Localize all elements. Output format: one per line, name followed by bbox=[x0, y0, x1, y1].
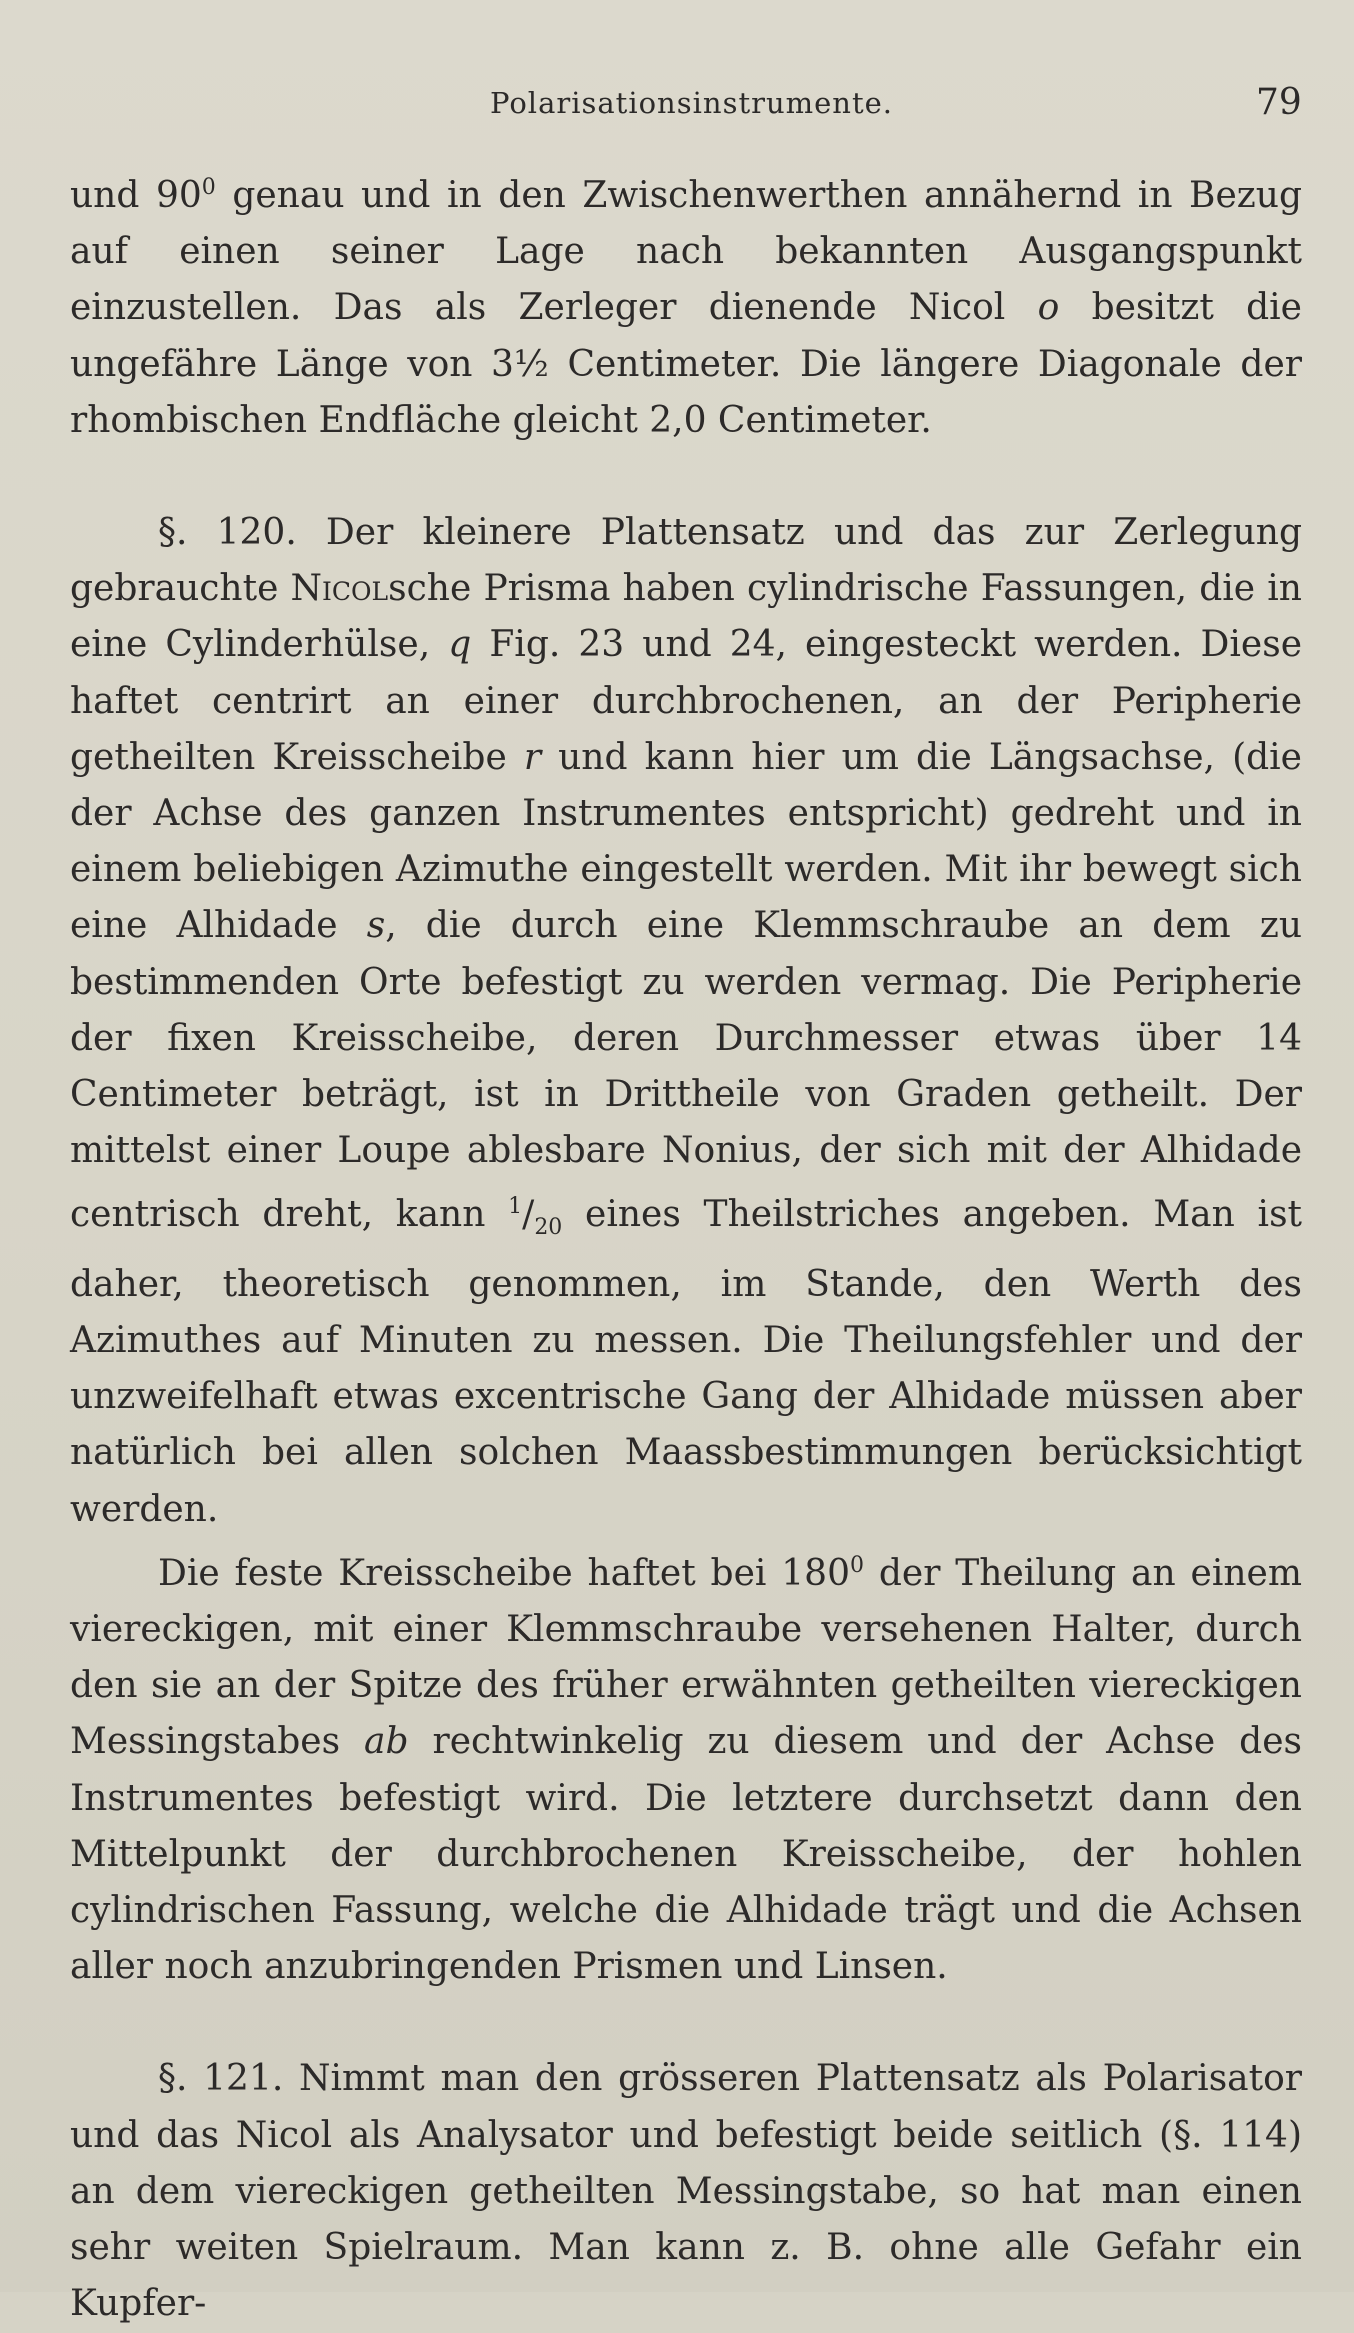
page-header bbox=[0, 82, 1354, 142]
paragraph-p0 bbox=[70, 160, 1302, 449]
text-run: besitzt die ungefähre Länge von 3½ Centimeter. Die längere Diagonale der rhombischen Endfläche gleicht 2,0 Centimeter. bbox=[70, 287, 1302, 441]
text-run: 0 bbox=[201, 175, 216, 200]
paragraph-p1 bbox=[70, 505, 1302, 1538]
body-text bbox=[70, 160, 1302, 2333]
paragraph-gap bbox=[70, 1995, 1302, 2051]
text-run: §. 121. Nimmt man den grösseren Plattensatz als Polarisator und das Nicol als Analysator und befestigt beide seitlich (§. 114) an dem viereckigen getheilten Messingstabe, so hat man einen sehr weiten Spielraum. Man kann z. B. ohne alle Gefahr ein Kupfer- bbox=[70, 2058, 1302, 2325]
text-run: eines Theilstriches angeben. Man ist daher, theoretisch genommen, im Stande, den Werth des Azimuthes auf Minuten zu messen. Die Theilungsfehler und der unzweifelhaft etwas excentrische Gang der Alhidade müssen aber natürlich bei allen solchen Maassbestimmungen berücksichtigt werden. bbox=[70, 1194, 1303, 1530]
paragraph-gap bbox=[70, 449, 1302, 505]
text-run: 1 bbox=[508, 1194, 523, 1220]
text-run: s bbox=[366, 905, 386, 947]
text-run: Die feste Kreisscheibe haftet bei 180 bbox=[158, 1552, 850, 1594]
text-run: sche Prisma haben cylindrische Fassungen, die in eine Cylinderhülse, bbox=[70, 568, 1302, 666]
text-run: Fig. 23 und 24, eingesteckt werden. Diese haftet centrirt an einer durchbrochenen, an der Peripherie getheilten Kreisscheibe bbox=[70, 624, 1302, 778]
running-title: Polarisationsinstrumente. bbox=[490, 86, 894, 120]
text-run: §. 120. Der kleinere Plattensatz und das zur Zerlegung gebrauchte bbox=[70, 512, 1302, 610]
text-run: rechtwinkelig zu diesem und der Achse des Instrumentes befestigt wird. Die letztere durchsetzt dann den Mittelpunkt der durchbrochenen Kreisscheibe, der hohlen cylindrischen Fassung, welche die Alhidade trägt und die Achsen aller noch anzubringenden Prismen und Linsen. bbox=[70, 1721, 1302, 1988]
page-number: 79 bbox=[1256, 82, 1302, 123]
text-run: q bbox=[448, 624, 472, 666]
paragraph-p2 bbox=[70, 1538, 1302, 1996]
text-run: 20 bbox=[534, 1215, 563, 1241]
text-run: und kann hier um die Längsachse, (die der Achse des ganzen Instrumentes entspricht) gedreht und in einem beliebigen Azimuthe eingestellt werden. Mit ihr bewegt sich eine Alhidade bbox=[70, 736, 1302, 947]
text-run: ab bbox=[364, 1721, 409, 1763]
text-run: , die durch eine Klemmschraube an dem zu bestimmenden Orte befestigt zu werden vermag. Die Peripherie der fixen Kreisscheibe, deren Durchmesser etwas über 14 Centimeter beträgt, ist in Drittheile von Graden getheilt. Der mittelst einer Loupe ablesbare Nonius, der sich mit der Alhidade centrisch dreht, kann bbox=[70, 905, 1303, 1236]
paragraph-p3 bbox=[70, 2051, 1302, 2332]
text-run: r bbox=[523, 736, 542, 778]
text-run: Nicol bbox=[290, 568, 389, 610]
text-run: o bbox=[1037, 287, 1060, 329]
text-run: 0 bbox=[850, 1552, 864, 1578]
text-run: der Theilung an einem viereckigen, mit einer Klemmschraube versehenen Halter, durch den sie an der Spitze des früher erwähnten getheilten viereckigen Messingstabes bbox=[70, 1552, 1303, 1763]
text-run: / bbox=[522, 1194, 535, 1236]
text-run: genau und in den Zwischenwerthen annähernd in Bezug auf einen seiner Lage nach bekannten Ausgangspunkt einzustellen. Das als Zerleger dienende Nicol bbox=[70, 175, 1303, 329]
text-run: und 90 bbox=[70, 175, 202, 216]
